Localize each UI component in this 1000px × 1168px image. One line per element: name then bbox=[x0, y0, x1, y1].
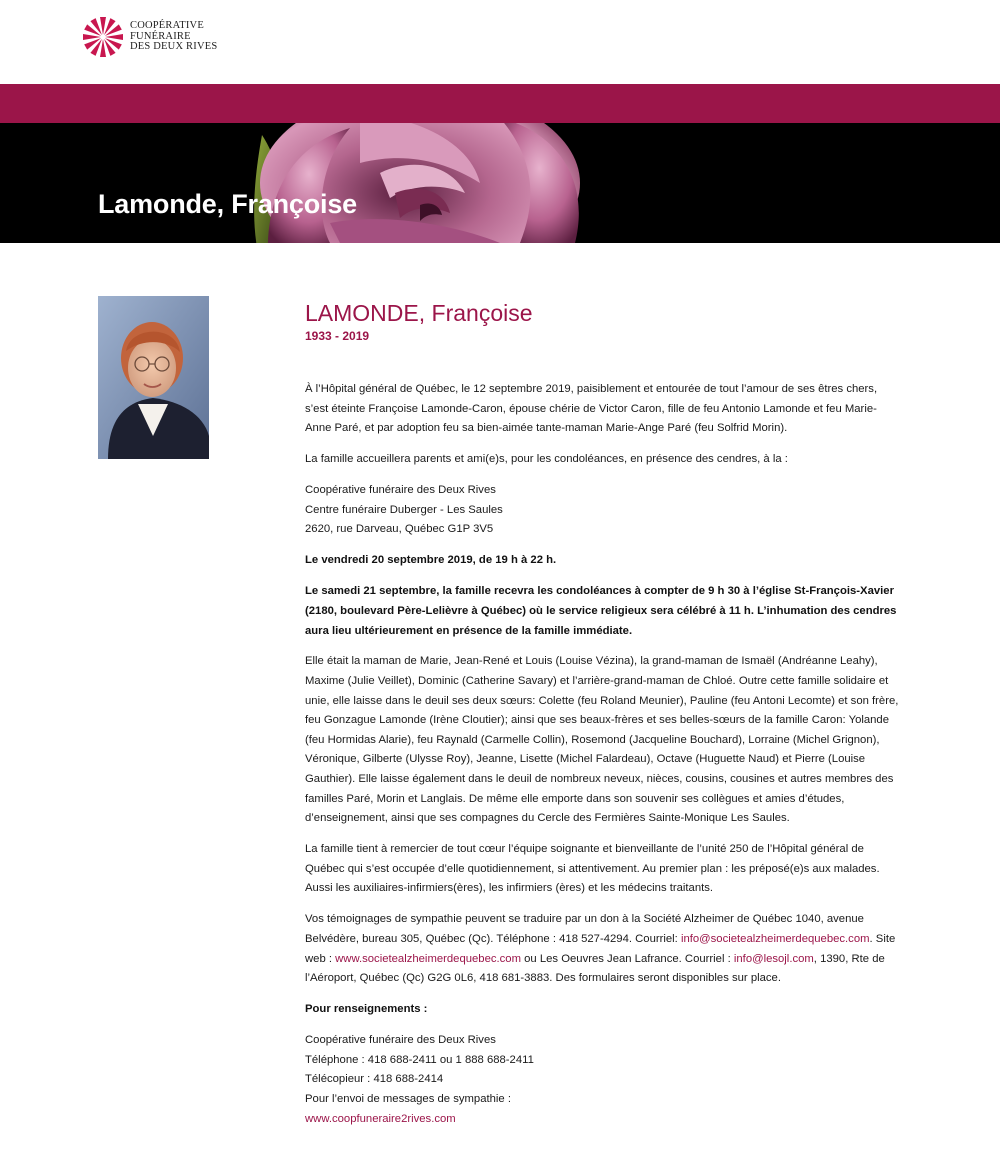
paragraph-family: Elle était la maman de Marie, Jean-René et Louis (Louise Vézina), la grand-maman de Ismaël (Andréanne Leahy), Maxime (Julie Veillet), Dominic (Catherine Savary) et l’arrière-grand-maman de Chloé. Outre cette famille solidaire et unie, elle laisse dans le deuil ses deux sœurs: Colette (feu Roland Meunier), Pauline (feu Antoni Lecomte) et son frère, feu Gonzague Lamonde (Irène Cloutier); ainsi que ses beaux-frères et ses belles-sœurs de la famille Caron: Yolande (feu Hormidas Alarie), feu Raynald (Carmelle Collin), Rosemond (Jacqueline Bouchard), Lorraine (Michel Grignon), Véronique, Gilberte (Ulysse Roy), Jeanne, Lisette (Michel Falardeau), Octave (Huguette Naud) et Pierre (Louise Gauthier). Elle laisse également dans le deuil de nombreux neveux, nièces, cousins, cousines et autres membres des familles Paré, Morin et Langlais. De même elle emporte dans son souvenir ses collègues et amies d’études, d’enseignement, ainsi que ses compagnes du Cercle des Fermières Sainte-Monique Les Saules. bbox=[305, 655, 899, 825]
address-line-1: Coopérative funéraire des Deux Rives bbox=[305, 484, 496, 497]
obituary-content bbox=[305, 296, 900, 1141]
address-line-2: Centre funéraire Duberger - Les Saules bbox=[305, 503, 503, 516]
website-link-alzheimer[interactable]: www.societealzheimerdequebec.com bbox=[335, 952, 522, 965]
logo-sunburst-icon bbox=[82, 16, 124, 58]
deceased-name: LAMONDE, Françoise bbox=[305, 300, 533, 326]
info-heading-paragraph bbox=[305, 1000, 900, 1020]
portrait-photo bbox=[98, 296, 209, 459]
obituary-text bbox=[305, 380, 900, 1129]
email-link-alzheimer[interactable]: info@societealzheimerdequebec.com bbox=[680, 932, 870, 945]
logo-line-2: FUNÉRAIRE bbox=[130, 30, 191, 42]
visitation-address bbox=[305, 481, 900, 540]
rose-image bbox=[0, 123, 1000, 243]
contact-message-label: Pour l’envoi de messages de sympathie : bbox=[305, 1092, 511, 1105]
paragraph-donations bbox=[305, 910, 900, 988]
paragraph-friday-visitation bbox=[305, 551, 900, 571]
paragraph-thanks: La famille tient à remercier de tout cœur l’équipe soignante et bienveillante de l’unité 250 de l’Hôpital général de Québec qui s’est occupée d’elle quotidiennement, si attentivement. Au premier plan : les préposé(e)s aux malades. Aussi les auxiliaires-infirmiers(ères), les infirmiers (ères) et les médecins traitants. bbox=[305, 843, 880, 895]
donation-text-1: Vos témoignages de sympathie peuvent se traduire par un don à la Société Alzheimer de Québec 1040, avenue Belvédère, bureau 305, Québec (Qc). Téléphone : 418 527-4294. Courriel: bbox=[305, 913, 864, 945]
paragraph-death-notice: À l’Hôpital général de Québec, le 12 septembre 2019, paisiblement et entourée de tout l’amour de ses êtres chers, s’est éteinte Françoise Lamonde-Caron, épouse chérie de Victor Caron, fille de feu Antonio Lamonde et feu Marie-Anne Paré, et par adoption feu sa bien-aimée tante-maman Marie-Ange Paré (feu Solfrid Morin). bbox=[305, 383, 878, 435]
contact-block bbox=[305, 1031, 900, 1129]
logo-link[interactable] bbox=[82, 16, 217, 58]
site-header bbox=[0, 0, 1000, 84]
contact-fax: Télécopieur : 418 688-2414 bbox=[305, 1073, 444, 1086]
paragraph-saturday-service bbox=[305, 582, 900, 641]
life-years: 1933 - 2019 bbox=[305, 329, 370, 343]
contact-line-1: Coopérative funéraire des Deux Rives bbox=[305, 1034, 496, 1047]
email-link-lesojl[interactable]: info@lesojl.com bbox=[733, 952, 814, 965]
banner-title: Lamonde, Françoise bbox=[98, 189, 357, 219]
donation-text-2: . Site web : bbox=[305, 932, 896, 965]
donation-text-4: , 1390, Rte de l’Aéroport, Québec (Qc) G2G 0L6, 418 681-3883. Des formulaires seront disponibles sur place. bbox=[305, 952, 885, 985]
saturday-service-text: Le samedi 21 septembre, la famille recevra les condoléances à compter de 9 h 30 à l’église St-François-Xavier (2180, boulevard Père-Lelièvre à Québec) où le service religieux sera célébré à 11 h. L’inhumation des cendres aura lieu ultérieurement en présence de la famille immédiate. bbox=[305, 585, 897, 637]
logo-line-3: DES DEUX RIVES bbox=[130, 41, 218, 53]
contact-phone: Téléphone : 418 688-2411 ou 1 888 688-2411 bbox=[305, 1053, 534, 1066]
friday-visitation-text: Le vendredi 20 septembre 2019, de 19 h à 22 h. bbox=[305, 554, 557, 567]
donation-text-3: ou Les Oeuvres Jean Lafrance. Courriel : bbox=[521, 952, 734, 965]
paragraph-visitation-intro: La famille accueillera parents et ami(e)s, pour les condoléances, en présence des cendres, à la : bbox=[305, 453, 788, 466]
accent-bar bbox=[0, 84, 1000, 123]
address-line-3: 2620, rue Darveau, Québec G1P 3V5 bbox=[305, 523, 494, 536]
coop-website-link[interactable]: www.coopfuneraire2rives.com bbox=[305, 1112, 456, 1125]
logo-line-1: COOPÉRATIVE bbox=[130, 20, 204, 32]
logo-wordmark bbox=[130, 21, 217, 53]
hero-banner bbox=[0, 123, 1000, 243]
info-heading: Pour renseignements : bbox=[305, 1003, 428, 1016]
